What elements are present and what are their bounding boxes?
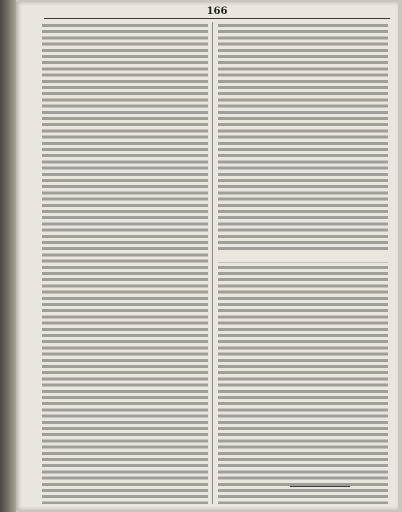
text-lines-placeholder (42, 22, 208, 504)
book-page (16, 2, 398, 510)
section-separator-rule (290, 486, 350, 487)
page-header (44, 6, 390, 19)
column-divider (212, 22, 213, 504)
scan-gutter (0, 0, 16, 512)
page-number: 166 (206, 6, 228, 17)
text-lines-placeholder (218, 22, 388, 504)
text-column-right (218, 22, 388, 504)
section-break (218, 252, 388, 262)
text-column-left (42, 22, 208, 504)
